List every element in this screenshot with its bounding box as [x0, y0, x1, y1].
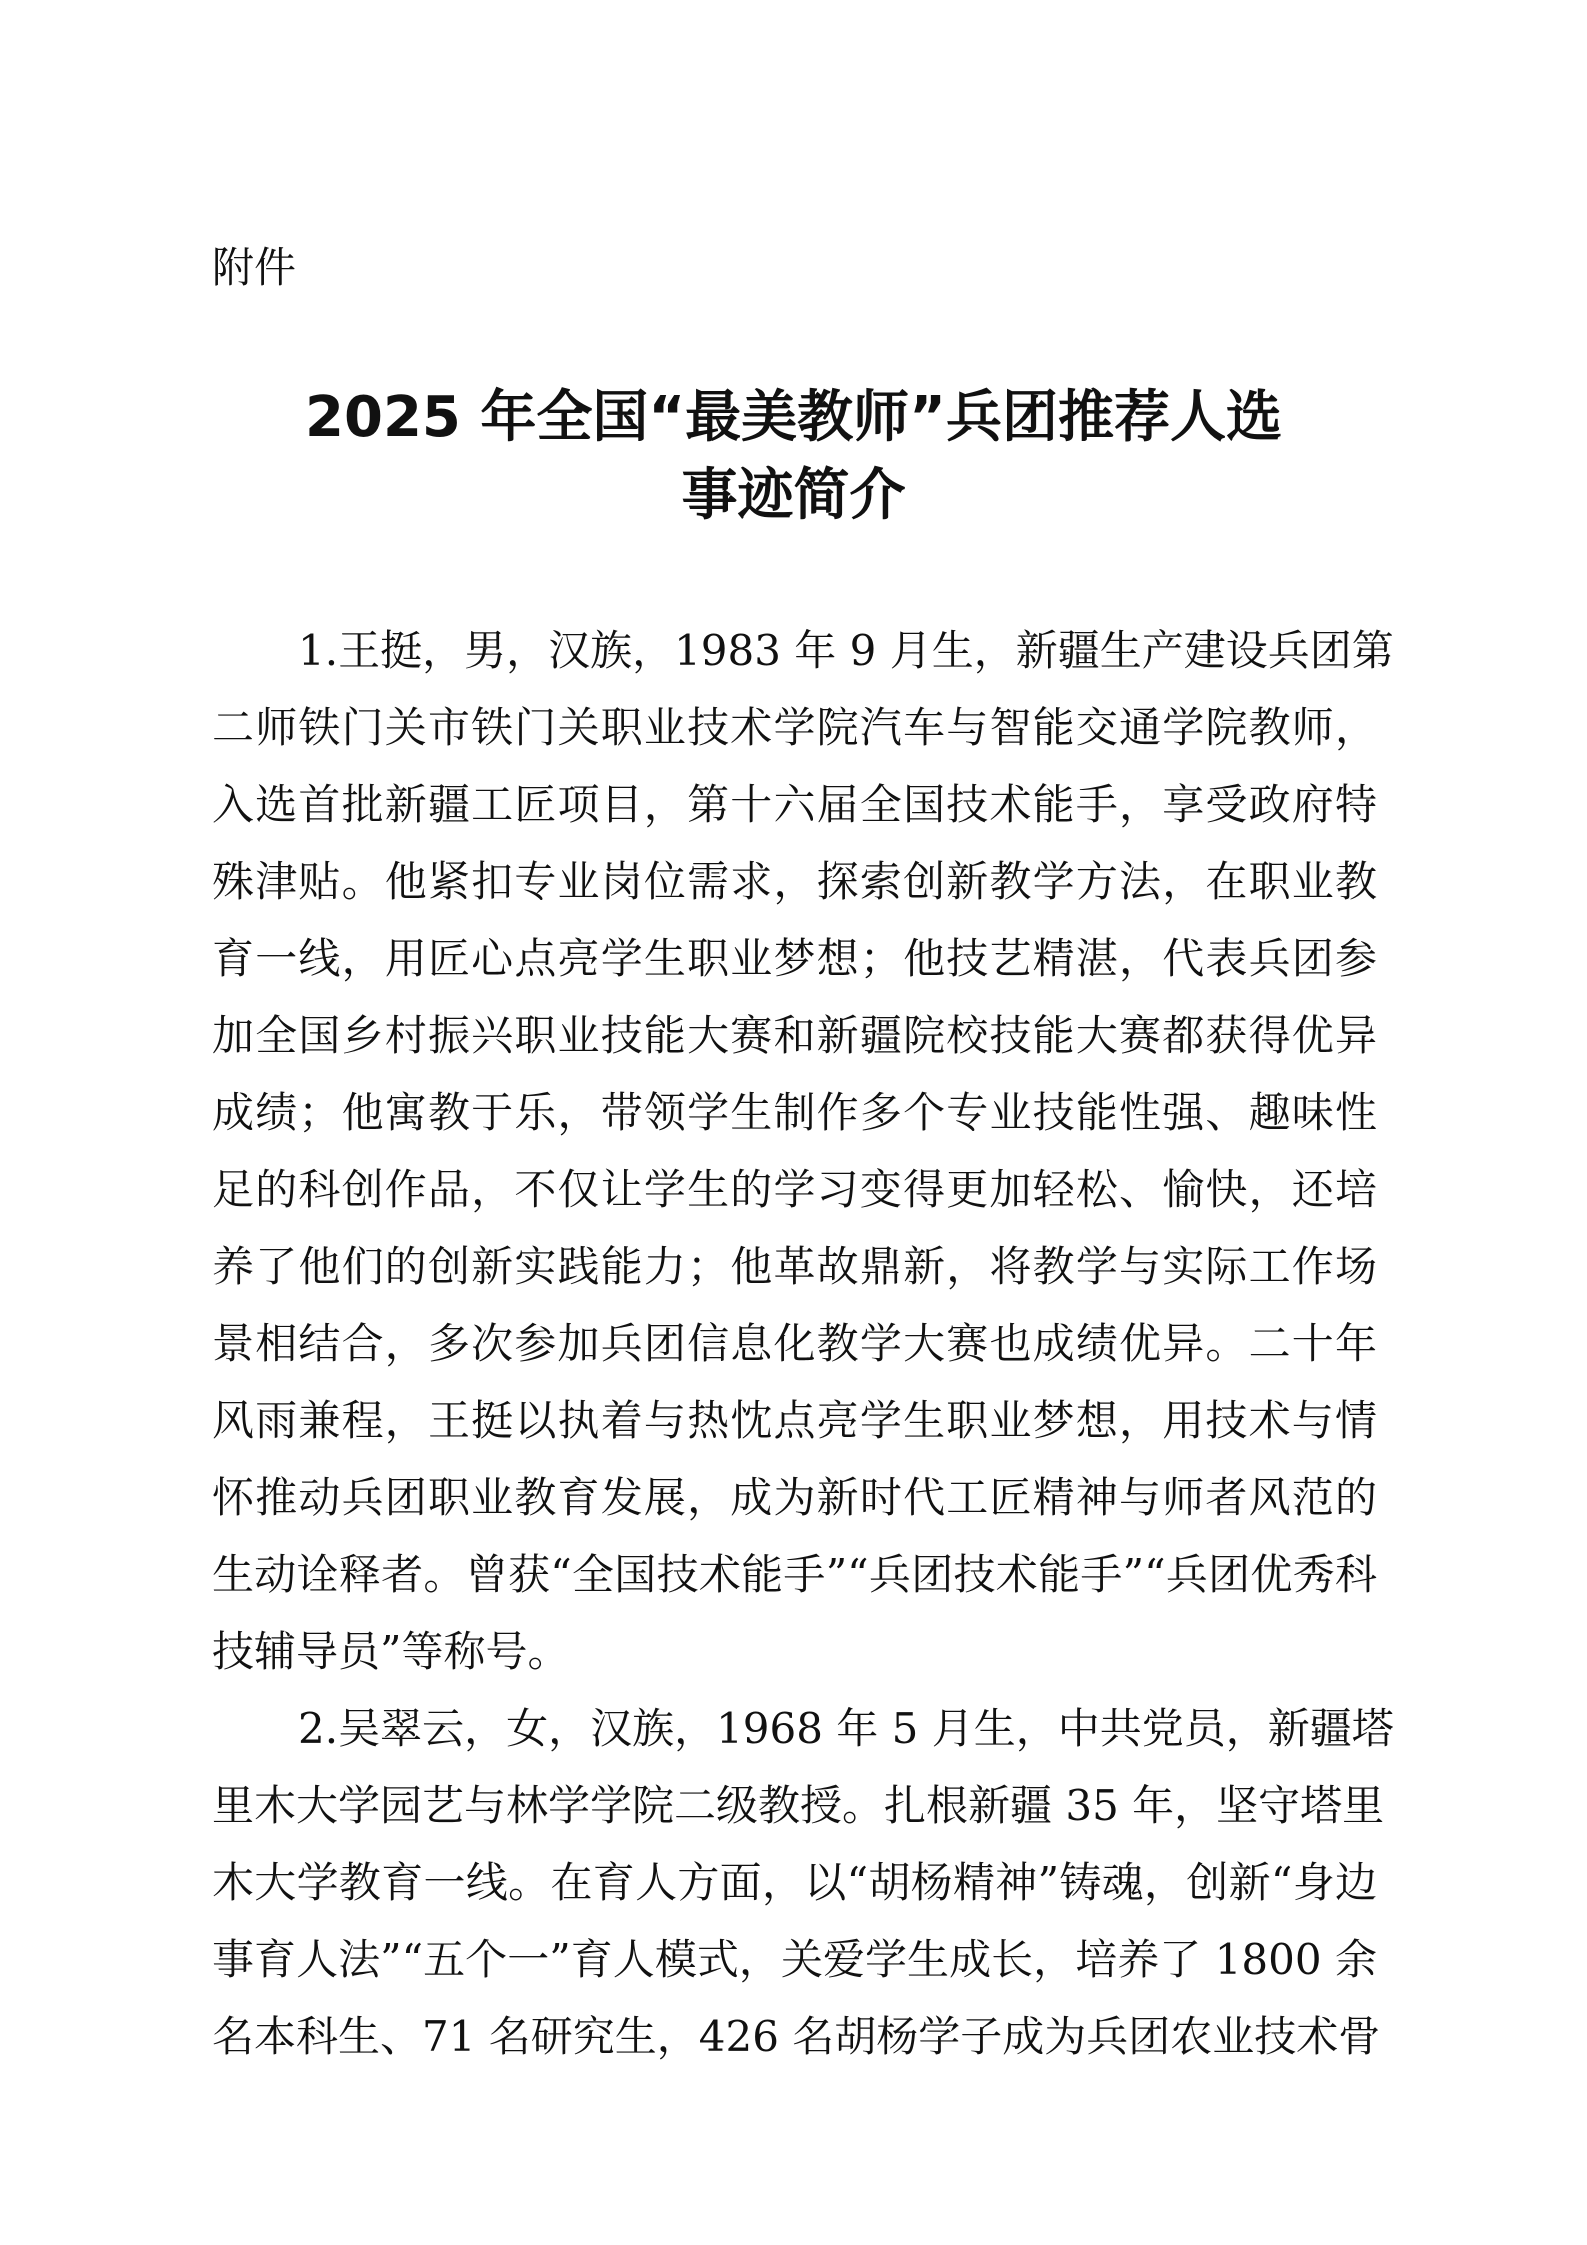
body-line: 怀推动兵团职业教育发展，成为新时代工匠精神与师者风范的	[212, 1473, 1377, 1522]
body-line: 里木大学园艺与林学学院二级教授。扎根新疆 35 年，坚守塔里	[212, 1781, 1385, 1830]
body-line: 育一线，用匠心点亮学生职业梦想；他技艺精湛，代表兵团参	[212, 934, 1377, 983]
body-line: 事育人法”“五个一”育人模式，关爱学生成长，培养了 1800 余	[212, 1935, 1377, 1984]
document-title-line-2: 事迹简介	[681, 463, 906, 528]
body-line: 养了他们的创新实践能力；他革故鼎新，将教学与实际工作场	[212, 1242, 1377, 1291]
attachment-label: 附件	[212, 243, 297, 292]
body-line: 生动诠释者。曾获“全国技术能手”“兵团技术能手”“兵团优秀科	[212, 1550, 1377, 1599]
body-line: 2.吴翠云，女，汉族，1968 年 5 月生，中共党员，新疆塔	[298, 1704, 1394, 1753]
document-title-line-1: 2025 年全国“最美教师”兵团推荐人选	[305, 385, 1282, 450]
document-body	[212, 612, 1394, 2075]
paragraph-2	[212, 1690, 1394, 2075]
body-line: 1.王挺，男，汉族，1983 年 9 月生，新疆生产建设兵团第	[298, 626, 1394, 675]
body-line: 二师铁门关市铁门关职业技术学院汽车与智能交通学院教师，	[212, 703, 1377, 752]
body-line: 入选首批新疆工匠项目，第十六届全国技术能手，享受政府特	[212, 780, 1377, 829]
body-line: 景相结合，多次参加兵团信息化教学大赛也成绩优异。二十年	[212, 1319, 1377, 1368]
paragraph-1	[212, 612, 1394, 1690]
body-line: 加全国乡村振兴职业技能大赛和新疆院校技能大赛都获得优异	[212, 1011, 1377, 1060]
body-line: 技辅导员”等称号。	[212, 1627, 570, 1676]
body-line: 成绩；他寓教于乐，带领学生制作多个专业技能性强、趣味性	[212, 1088, 1377, 1137]
body-line: 足的科创作品，不仅让学生的学习变得更加轻松、愉快，还培	[212, 1165, 1377, 1214]
body-line: 殊津贴。他紧扣专业岗位需求，探索创新教学方法，在职业教	[212, 857, 1377, 906]
body-line: 风雨兼程，王挺以执着与热忱点亮学生职业梦想，用技术与情	[212, 1396, 1377, 1445]
body-line: 名本科生、71 名研究生，426 名胡杨学子成为兵团农业技术骨	[212, 2012, 1381, 2061]
body-line: 木大学教育一线。在育人方面，以“胡杨精神”铸魂，创新“身边	[212, 1858, 1377, 1907]
